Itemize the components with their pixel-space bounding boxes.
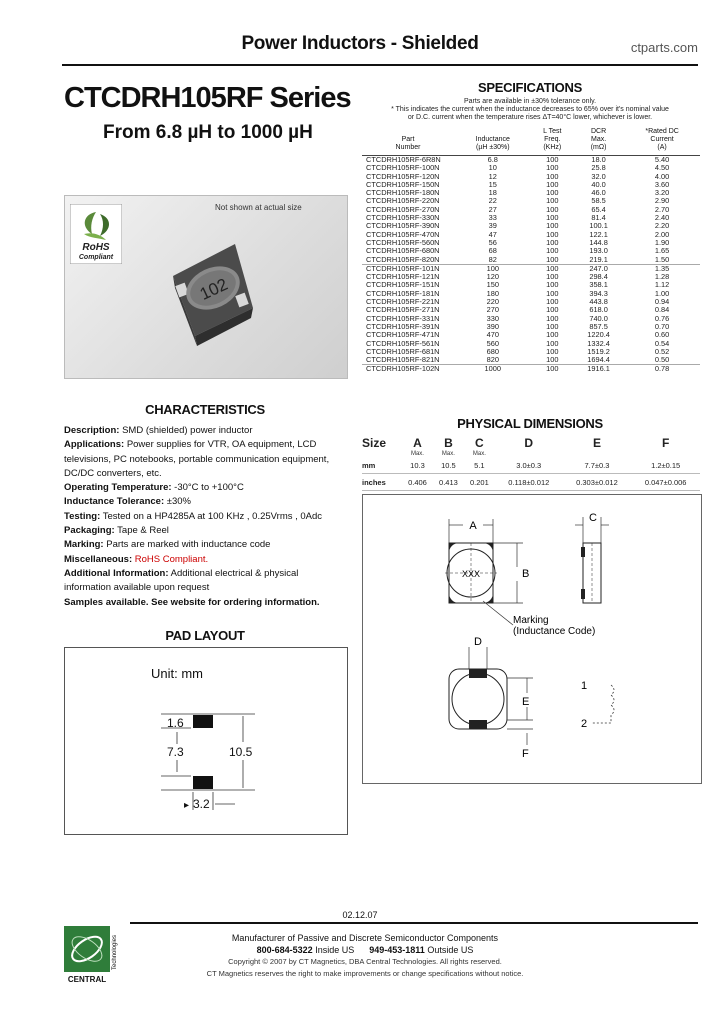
char-line — [64, 510, 354, 524]
text-value: information available upon request — [64, 582, 210, 594]
col-dcr: DCR Max. (mΩ) — [573, 128, 624, 156]
pad-bottom — [193, 776, 213, 789]
tolerance-note: Parts are available in ±30% tolerance only. — [463, 98, 597, 105]
text-value: televisions, PC notebooks, portable communication equipment, — [64, 453, 330, 465]
samples-note — [64, 596, 354, 610]
text-value: Additional Information: — [64, 567, 169, 579]
spec-row: CTCDRH105RF-681N 680 100 1519.2 0.52 — [366, 346, 670, 356]
text-value: Samples available. See website for ordering information. — [64, 596, 320, 608]
text-value: Description: — [64, 425, 120, 436]
text-value: C — [475, 436, 484, 450]
text-value: Inside US — [315, 945, 355, 955]
char-line — [64, 467, 354, 481]
dimension-diagram — [362, 494, 702, 784]
spec-table — [362, 128, 700, 374]
spec-header-row — [362, 128, 700, 156]
terminal-2-label: 2 — [581, 718, 588, 730]
text-value: inches — [362, 474, 402, 491]
spec-row: CTCDRH105RF-680N 68 100 193.0 1.65 — [366, 246, 670, 256]
rohs-subtext: Compliant — [78, 254, 114, 261]
char-line — [64, 424, 354, 438]
marking-code: XXX — [461, 569, 481, 579]
characteristics-heading: CHARACTERISTICS — [145, 402, 265, 417]
svg-text:▸: ▸ — [184, 800, 190, 811]
photo-note: Not shown at actual size — [215, 203, 302, 212]
rights-notice: CT Magnetics reserves the right to make improvements or change specifications without notice. — [206, 969, 524, 978]
text-value: mm — [362, 457, 402, 474]
spec-row: CTCDRH105RF-270N 27 100 65.4 2.70 — [366, 204, 670, 214]
pad-dim-4: 3.2 — [193, 797, 210, 811]
char-line — [64, 495, 354, 509]
text-value: E — [592, 436, 601, 450]
dim-inch-row — [362, 474, 700, 491]
text-value: Tested on a HP4285A at 100 KHz , 0.25Vrms , 0Adc — [102, 510, 323, 522]
rohs-link[interactable]: RoHS Compliant. — [134, 553, 209, 565]
site-url[interactable]: ctparts.com — [630, 40, 698, 55]
dim-a-label: A — [469, 520, 477, 532]
spec-row: CTCDRH105RF-330N 33 100 81.4 2.40 — [366, 213, 670, 223]
rohs-badge — [70, 204, 122, 264]
text-value: 0.201 — [464, 474, 495, 491]
spec-row: CTCDRH105RF-120N 12 100 32.0 4.00 — [366, 171, 670, 181]
pad-dim-1: 1.6 — [167, 716, 184, 730]
phone-inside[interactable]: 800-684-5322 — [256, 945, 313, 955]
text-value: 10.3 — [402, 457, 433, 474]
footer-text — [200, 932, 530, 980]
text-value: D — [524, 436, 534, 450]
spec-row: CTCDRH105RF-561N 560 100 1332.4 0.54 — [366, 338, 670, 348]
text-value: B — [444, 436, 453, 450]
spec-row: CTCDRH105RF-470N 47 100 122.1 2.00 — [366, 229, 670, 239]
char-line — [64, 581, 354, 595]
text-value: Packaging: — [64, 525, 115, 537]
text-value: Inductance Tolerance: — [64, 496, 165, 508]
text-value: Max. — [472, 450, 486, 457]
text-value: F — [661, 436, 670, 450]
col-rated-current: *Rated DC Current (A) — [624, 128, 700, 156]
size-label: Size — [362, 436, 387, 450]
char-line — [64, 453, 354, 467]
marking-label: Marking (Inductance Code) — [513, 615, 596, 637]
page-title: Power Inductors - Shielded — [241, 33, 479, 54]
footer-tagline: Manufacturer of Passive and Discrete Semiconductor Components — [231, 933, 499, 943]
char-line — [64, 567, 354, 581]
text-value: Outside US — [427, 945, 474, 955]
spec-table-body — [362, 156, 700, 374]
dim-c-label: C — [589, 512, 597, 524]
spec-row: CTCDRH105RF-221N 220 100 443.8 0.94 — [366, 297, 670, 307]
spec-row: CTCDRH105RF-121N 120 100 298.4 1.28 — [366, 272, 670, 282]
text-value: SMD (shielded) power inductor — [122, 425, 253, 436]
text-value: 0.406 — [402, 474, 433, 491]
text-value: 10.5 — [433, 457, 464, 474]
dim-header-row — [362, 436, 700, 450]
col-test-freq: L Test Freq. (KHz) — [532, 128, 573, 156]
logo-side-text: Technologies — [112, 934, 118, 970]
bottom-pad-bottom — [469, 720, 487, 729]
col-part-number: Part Number — [362, 128, 454, 156]
pad-layout-diagram — [64, 647, 348, 835]
copyright: Copyright © 2007 by CT Magnetics, DBA Central Technologies. All rights reserved. — [228, 957, 502, 966]
text-value: Max. — [441, 450, 455, 457]
dim-f-label: F — [522, 748, 529, 760]
spec-row: CTCDRH105RF-150N 15 100 40.0 3.60 — [366, 179, 670, 189]
char-line — [64, 553, 354, 567]
text-value: Parts are marked with inductance code — [106, 539, 271, 551]
dim-b-label: B — [522, 568, 530, 580]
spec-row: CTCDRH105RF-180N 18 100 46.0 3.20 — [366, 188, 670, 198]
text-value: Operating Temperature: — [64, 482, 172, 494]
footer-rule — [130, 922, 698, 924]
spec-row: CTCDRH105RF-102N 1000 100 1916.1 0.78 — [362, 365, 700, 374]
rohs-text: RoHS — [82, 242, 110, 253]
text-value: ±30% — [166, 496, 192, 508]
series-title: CTCDRH105RF Series — [64, 82, 351, 114]
dim-sub-row — [362, 450, 700, 457]
current-note: * This indicates the current when the inductance decreases to 65% over it's nominal value — [391, 106, 669, 113]
text-value: 0.047±0.006 — [631, 474, 700, 491]
text-value: 0.413 — [433, 474, 464, 491]
text-value: Applications: — [64, 439, 125, 451]
dim-e-label: E — [522, 696, 530, 708]
text-value: 1.2±0.15 — [631, 457, 700, 474]
spec-row: CTCDRH105RF-151N 150 100 358.1 1.12 — [366, 280, 670, 290]
dim-mm-row — [362, 457, 700, 474]
spec-row: CTCDRH105RF-331N 330 100 740.0 0.76 — [366, 313, 670, 323]
text-value: Marking: — [64, 539, 104, 551]
spec-row: CTCDRH105RF-6R8N 6.8 100 18.0 5.40 — [366, 155, 670, 164]
current-note-cont: or D.C. current when the temperature rises ΔT=40°C lower, whichever is lower. — [407, 114, 653, 121]
pad-dim-3: 10.5 — [229, 745, 253, 759]
spec-row: CTCDRH105RF-471N 470 100 1220.4 0.60 — [366, 330, 670, 340]
col-inductance: Inductance (µH ±30%) — [454, 128, 532, 156]
char-line — [64, 438, 354, 452]
pad-layout-heading: PAD LAYOUT — [165, 628, 245, 643]
spec-row: CTCDRH105RF-821N 820 100 1694.4 0.50 — [366, 355, 670, 365]
pad-top — [193, 715, 213, 728]
unit-label: Unit: mm — [151, 666, 203, 681]
char-line — [64, 538, 354, 552]
text-value: 0.118±0.012 — [495, 474, 563, 491]
spec-row: CTCDRH105RF-820N 82 100 219.1 1.50 — [366, 254, 670, 264]
pad-dim-2: 7.3 — [167, 745, 184, 759]
text-value: 5.1 — [464, 457, 495, 474]
char-line — [64, 481, 354, 495]
doc-date: 02.12.07 — [342, 910, 378, 920]
dimension-table — [362, 436, 700, 491]
header-rule — [62, 64, 698, 66]
text-value: -30°C to +100°C — [174, 482, 244, 494]
text-value: Tape & Reel — [117, 525, 169, 537]
spec-row: CTCDRH105RF-560N 56 100 144.8 1.90 — [366, 237, 670, 247]
text-value: 3.0±0.3 — [495, 457, 563, 474]
spec-row: CTCDRH105RF-100N 10 100 25.8 4.50 — [366, 163, 670, 173]
char-line — [64, 524, 354, 538]
part-marking: 102 — [196, 274, 231, 304]
inductance-range: From 6.8 µH to 1000 µH — [103, 122, 313, 143]
logo-text: CENTRAL — [67, 975, 107, 984]
coil-symbol — [591, 685, 614, 723]
terminal-1-label: 1 — [581, 680, 588, 692]
specifications-heading: SPECIFICATIONS — [478, 80, 582, 95]
spec-row: CTCDRH105RF-181N 180 100 394.3 1.00 — [366, 288, 670, 298]
physical-dimensions-heading: PHYSICAL DIMENSIONS — [457, 416, 603, 431]
text-value: A — [413, 436, 422, 450]
text-value: Testing: — [64, 510, 101, 522]
phone-outside[interactable]: 949-453-1811 — [369, 945, 425, 955]
text-value: 0.303±0.012 — [563, 474, 632, 491]
text-value: Power supplies for VTR, OA equipment, LCD — [126, 439, 317, 451]
text-value: DC/DC converters, etc. — [64, 467, 162, 479]
spec-row: CTCDRH105RF-391N 390 100 857.5 0.70 — [366, 321, 670, 331]
spec-row: CTCDRH105RF-101N 100 100 247.0 1.35 — [362, 264, 700, 273]
spec-row: CTCDRH105RF-390N 39 100 100.1 2.20 — [366, 221, 670, 231]
text-value: Max. — [410, 450, 424, 457]
dim-d-label: D — [474, 636, 482, 648]
text-value: Additional electrical & physical — [170, 567, 299, 579]
characteristics-list — [64, 424, 354, 610]
spec-row: CTCDRH105RF-271N 270 100 618.0 0.84 — [366, 305, 670, 315]
text-value: 7.7±0.3 — [563, 457, 632, 474]
text-value: Miscellaneous: — [64, 553, 133, 565]
central-logo — [64, 926, 122, 984]
spec-row: CTCDRH105RF-220N 22 100 58.5 2.90 — [366, 196, 670, 206]
bottom-pad-top — [469, 669, 487, 678]
